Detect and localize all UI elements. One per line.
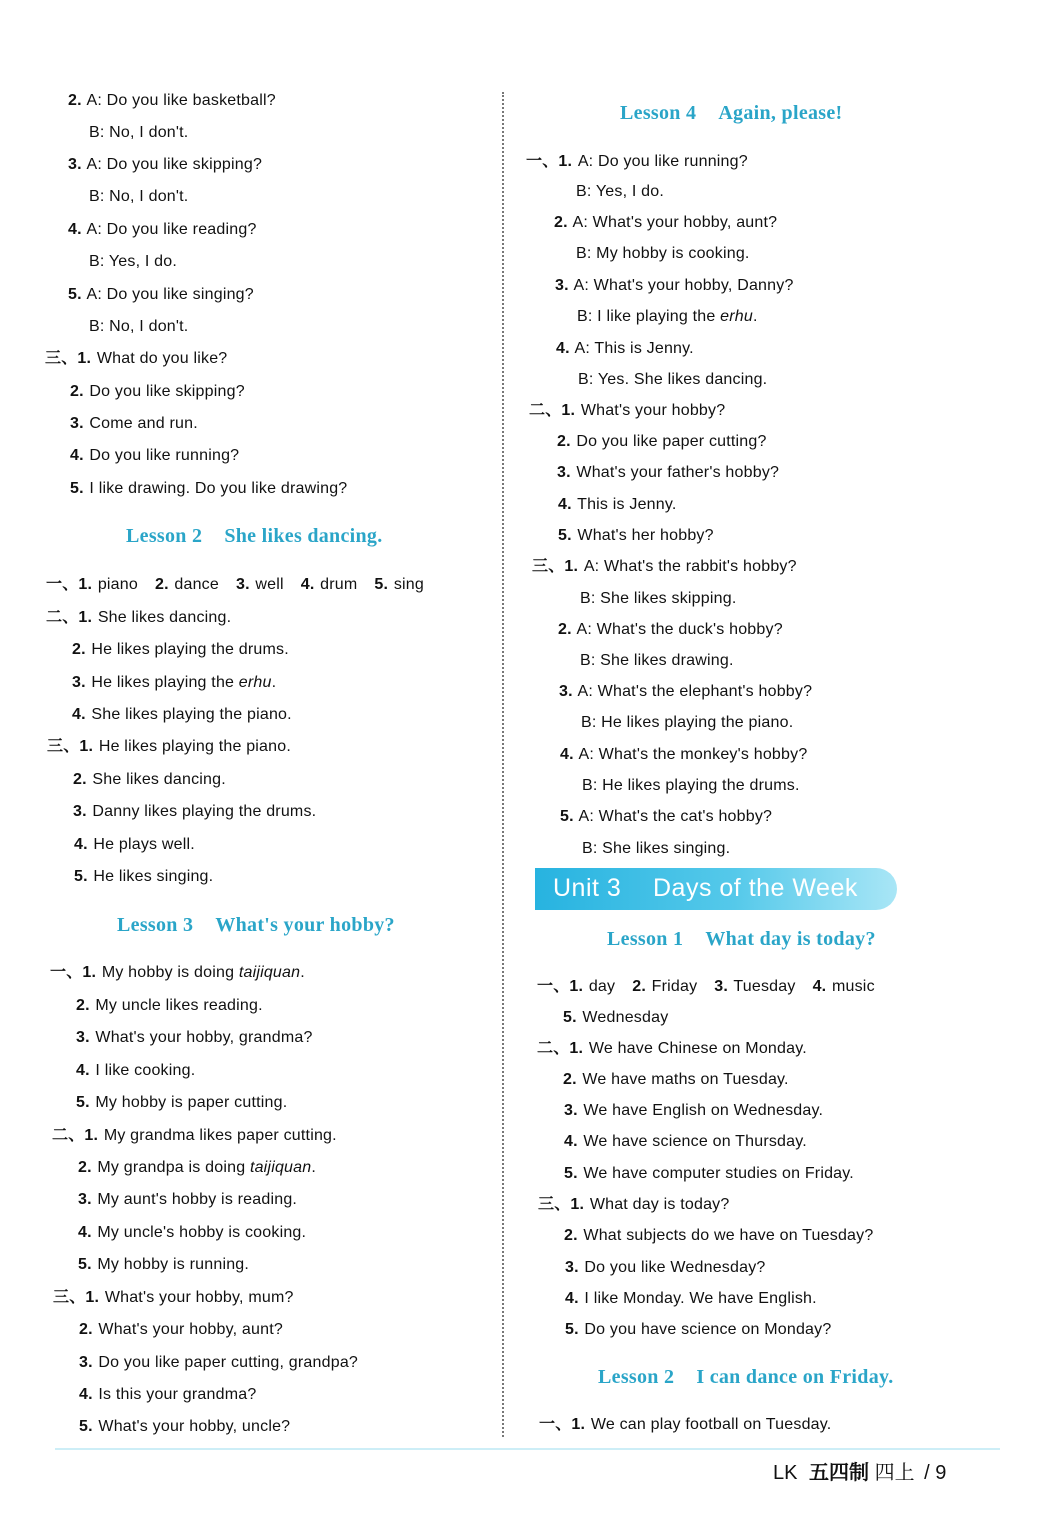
answer-line — [70, 382, 245, 402]
lesson-heading — [607, 928, 876, 951]
item-text: She likes playing the piano. — [91, 706, 292, 723]
answer-line — [558, 526, 714, 546]
answer-line — [76, 1093, 287, 1113]
item-text: B: No, I don't. — [89, 124, 189, 141]
answer-line — [565, 1289, 817, 1309]
item-text: Do you like running? — [89, 447, 240, 464]
lesson-heading — [126, 525, 383, 548]
item-number: 2. — [154, 576, 169, 593]
item-number: 1. — [77, 350, 92, 367]
lesson-title: What's your hobby? — [215, 914, 395, 936]
answer-line — [76, 1028, 313, 1048]
item-text: Come and run. — [89, 415, 198, 432]
item-text: B: He likes playing the drums. — [582, 777, 800, 794]
item-text: Wednesday — [582, 1009, 669, 1026]
item-text: He plays well. — [93, 836, 195, 853]
item-text: We have maths on Tuesday. — [582, 1071, 789, 1088]
item-number: 4. — [560, 746, 574, 763]
italic-term: erhu — [720, 308, 753, 325]
item-text: What subjects do we have on Tuesday? — [583, 1227, 874, 1244]
item-text: My hobby is running. — [97, 1256, 250, 1273]
item-number: 3. — [73, 803, 87, 820]
answer-item — [155, 576, 219, 593]
item-text: He likes playing the — [91, 674, 239, 691]
lesson-heading — [117, 914, 395, 937]
answer-item — [78, 576, 138, 593]
item-text: My hobby is paper cutting. — [95, 1094, 288, 1111]
item-punct: . — [271, 674, 277, 691]
item-text: B: No, I don't. — [89, 318, 189, 335]
item-text: B: Yes. She likes dancing. — [578, 371, 768, 388]
answer-item — [236, 576, 284, 593]
answer-line — [79, 1320, 283, 1340]
answer-line — [78, 1255, 249, 1275]
answer-line — [74, 835, 195, 855]
answer-item — [632, 978, 697, 995]
item-text: B: She likes skipping. — [580, 590, 737, 607]
item-number: 3. — [565, 1259, 579, 1276]
item-number: 1. — [558, 153, 573, 170]
item-text: My uncle likes reading. — [95, 997, 263, 1014]
section-marker: 一、 — [50, 964, 83, 981]
lesson-title: Again, please! — [718, 102, 843, 124]
item-number: 2. — [554, 214, 568, 231]
answer-line — [70, 414, 198, 434]
answer-line — [78, 1158, 316, 1178]
item-text: B: Yes, I do. — [89, 253, 177, 270]
item-number: 3. — [564, 1102, 578, 1119]
answer-line — [558, 620, 783, 640]
item-text: Is this your grandma? — [98, 1386, 257, 1403]
item-number: 2. — [72, 641, 86, 658]
item-number: 3. — [70, 415, 84, 432]
answer-line — [89, 123, 188, 143]
section-marker: 三、 — [45, 350, 78, 367]
page-footer — [773, 1456, 946, 1485]
item-text: A: Do you like singing? — [86, 286, 254, 303]
item-number: 3. — [76, 1029, 90, 1046]
answer-line — [46, 608, 231, 628]
answer-line — [539, 1415, 831, 1435]
item-text: She likes dancing. — [97, 609, 232, 626]
item-text: A: What's the rabbit's hobby? — [583, 558, 797, 575]
lesson-number: Lesson 4 — [620, 102, 697, 124]
item-text: Friday — [651, 978, 698, 995]
answer-line — [557, 432, 767, 452]
answer-line — [76, 1061, 195, 1081]
answer-line — [52, 1126, 337, 1146]
item-text: My uncle's hobby is cooking. — [97, 1224, 307, 1241]
section-marker: 一、 — [46, 576, 79, 593]
item-text: A: What's your hobby, Danny? — [573, 277, 794, 294]
section-marker: 二、 — [537, 1040, 570, 1057]
item-text: Tuesday — [733, 978, 796, 995]
item-text: drum — [320, 576, 358, 593]
lesson-heading — [598, 1366, 894, 1389]
answer-line — [47, 737, 291, 757]
section-marker: 三、 — [538, 1196, 571, 1213]
item-number: 1. — [78, 576, 93, 593]
item-number: 5. — [563, 1009, 577, 1026]
item-number: 1. — [78, 609, 93, 626]
italic-term: taijiquan — [238, 964, 301, 981]
item-number: 1. — [570, 1196, 585, 1213]
item-number: 4. — [68, 221, 82, 238]
item-number: 3. — [557, 464, 571, 481]
item-text: My hobby is doing — [101, 964, 239, 981]
item-number: 3. — [714, 978, 729, 995]
item-number: 2. — [73, 771, 87, 788]
item-text: B: He likes playing the piano. — [581, 714, 794, 731]
page-number: / 9 — [924, 1462, 947, 1484]
item-number: 4. — [300, 576, 315, 593]
item-number: 1. — [82, 964, 97, 981]
item-number: 1. — [79, 738, 94, 755]
answer-line — [532, 557, 797, 577]
answer-line — [556, 339, 694, 359]
item-number: 4. — [76, 1062, 90, 1079]
answer-line — [89, 317, 188, 337]
answer-line — [559, 682, 812, 702]
italic-term: erhu — [238, 674, 272, 691]
item-number: 4. — [74, 836, 88, 853]
item-number: 2. — [70, 383, 84, 400]
answer-line — [50, 963, 305, 983]
answer-line — [72, 640, 289, 660]
answer-line — [79, 1353, 358, 1373]
item-text: music — [831, 978, 875, 995]
section-marker: 一、 — [526, 153, 559, 170]
answer-line — [79, 1417, 290, 1437]
answer-line — [73, 770, 226, 790]
item-number: 5. — [74, 868, 88, 885]
item-number: 3. — [79, 1354, 93, 1371]
lesson-title: I can dance on Friday. — [696, 1366, 894, 1388]
answer-line — [564, 1164, 854, 1184]
item-number: 2. — [558, 621, 572, 638]
answer-line — [563, 1070, 789, 1090]
item-text: A: What's the cat's hobby? — [578, 808, 773, 825]
unit-banner — [535, 868, 897, 910]
answer-line — [564, 1101, 823, 1121]
item-text: My grandpa is doing — [97, 1159, 250, 1176]
item-text: well — [255, 576, 284, 593]
item-number: 2. — [79, 1321, 93, 1338]
answer-line — [78, 1223, 306, 1243]
section-marker: 三、 — [47, 738, 80, 755]
item-text: We can play football on Tuesday. — [590, 1416, 832, 1433]
section-marker: 一、 — [537, 978, 570, 995]
answer-line — [577, 307, 758, 327]
answer-line — [580, 651, 734, 671]
footer-rule — [55, 1448, 1000, 1450]
item-text: A: What's your hobby, aunt? — [572, 214, 778, 231]
item-text: piano — [97, 576, 138, 593]
answer-line — [578, 370, 767, 390]
item-number: 4. — [812, 978, 827, 995]
answer-line — [74, 867, 213, 887]
item-number: 4. — [564, 1133, 578, 1150]
answer-line — [72, 673, 276, 693]
item-number: 5. — [374, 576, 389, 593]
answer-line — [70, 479, 347, 499]
answer-line — [557, 463, 779, 483]
item-text: We have computer studies on Friday. — [583, 1165, 854, 1182]
item-text: B: No, I don't. — [89, 188, 189, 205]
answer-line — [558, 495, 677, 515]
lesson-number: Lesson 2 — [598, 1366, 675, 1388]
item-number: 1. — [84, 1127, 99, 1144]
answer-line — [564, 1132, 807, 1152]
item-text: This is Jenny. — [577, 496, 677, 513]
item-text: Do you like paper cutting? — [576, 433, 767, 450]
answer-line — [72, 705, 292, 725]
item-text: A: Do you like skipping? — [86, 156, 263, 173]
answer-line — [576, 244, 750, 264]
answer-line — [582, 839, 730, 859]
item-punct: . — [300, 964, 305, 981]
item-number: 5. — [564, 1165, 578, 1182]
footer-edition: 五四制 — [809, 1462, 870, 1484]
answer-line — [560, 745, 807, 765]
answer-line — [537, 1039, 807, 1059]
answer-line — [538, 1195, 729, 1215]
column-divider — [502, 92, 504, 1437]
item-number: 5. — [565, 1321, 579, 1338]
item-text: A: This is Jenny. — [574, 340, 694, 357]
answer-line — [560, 807, 772, 827]
answer-line — [78, 1190, 297, 1210]
item-number: 5. — [558, 527, 572, 544]
item-number: 1. — [564, 558, 579, 575]
answer-line — [89, 187, 188, 207]
item-number: 2. — [68, 92, 82, 109]
item-text: B: Yes, I do. — [576, 183, 664, 200]
answer-line — [45, 349, 227, 369]
item-text: A: What's the elephant's hobby? — [577, 683, 813, 700]
section-marker: 三、 — [532, 558, 565, 575]
italic-term: taijiquan — [249, 1159, 312, 1176]
answer-line — [79, 1385, 256, 1405]
answer-line — [582, 776, 800, 796]
unit-banner-title: Days of the Week — [653, 874, 858, 902]
item-text: What's your hobby, aunt? — [98, 1321, 283, 1338]
item-text: B: She likes singing. — [582, 840, 731, 857]
item-punct: . — [752, 308, 758, 325]
lesson-heading — [620, 102, 843, 125]
lesson-title: She likes dancing. — [224, 525, 383, 547]
lesson-number: Lesson 2 — [126, 525, 203, 547]
item-number: 3. — [235, 576, 250, 593]
item-number: 2. — [564, 1227, 578, 1244]
item-number: 4. — [565, 1290, 579, 1307]
answer-line — [529, 401, 725, 421]
section-marker: 一、 — [539, 1416, 572, 1433]
item-number: 1. — [569, 1040, 584, 1057]
item-number: 2. — [76, 997, 90, 1014]
item-text: My aunt's hobby is reading. — [97, 1191, 298, 1208]
answer-line — [581, 713, 793, 733]
answer-item — [374, 576, 424, 593]
answer-line — [53, 1288, 294, 1308]
footer-grade: 四上 — [874, 1462, 915, 1484]
answer-line — [563, 1008, 668, 1028]
answer-line — [526, 152, 748, 172]
item-number: 5. — [560, 808, 574, 825]
item-number: 3. — [559, 683, 573, 700]
item-text: B: My hobby is cooking. — [576, 245, 750, 262]
item-text: My grandma likes paper cutting. — [103, 1127, 337, 1144]
item-number: 3. — [72, 674, 86, 691]
answer-line — [580, 589, 736, 609]
answer-line — [564, 1226, 873, 1246]
item-number: 2. — [78, 1159, 92, 1176]
item-number: 5. — [78, 1256, 92, 1273]
item-text: A: Do you like basketball? — [86, 92, 276, 109]
unit-banner-unit: Unit 3 — [553, 874, 622, 902]
item-text: What's your hobby? — [580, 402, 726, 419]
item-text: We have Chinese on Monday. — [588, 1040, 807, 1057]
section-marker: 二、 — [46, 609, 79, 626]
item-number: 4. — [72, 706, 86, 723]
item-number: 3. — [68, 156, 82, 173]
section-marker: 二、 — [529, 402, 562, 419]
item-number: 1. — [569, 978, 584, 995]
item-number: 4. — [558, 496, 572, 513]
item-text: What's her hobby? — [577, 527, 714, 544]
answer-item — [301, 576, 358, 593]
answer-line — [76, 996, 263, 1016]
item-text: Do you like paper cutting, grandpa? — [98, 1354, 359, 1371]
item-number: 3. — [78, 1191, 92, 1208]
lesson-number: Lesson 1 — [607, 928, 684, 950]
item-number: 5. — [68, 286, 82, 303]
item-text: I like Monday. We have English. — [584, 1290, 817, 1307]
item-text: Do you like skipping? — [89, 383, 245, 400]
item-text: He likes playing the piano. — [98, 738, 291, 755]
item-number: 4. — [70, 447, 84, 464]
item-text: B: She likes drawing. — [580, 652, 734, 669]
item-text: What day is today? — [589, 1196, 730, 1213]
item-number: 2. — [557, 433, 571, 450]
item-text: A: What's the monkey's hobby? — [578, 746, 808, 763]
item-number: 1. — [561, 402, 576, 419]
item-text: Danny likes playing the drums. — [92, 803, 317, 820]
answer-line — [89, 252, 177, 272]
item-text: He likes singing. — [93, 868, 214, 885]
answer-line — [68, 285, 254, 305]
footer-series: LK — [773, 1462, 798, 1484]
item-text: What's your hobby, grandma? — [95, 1029, 313, 1046]
item-number: 3. — [555, 277, 569, 294]
lesson-title: What day is today? — [705, 928, 876, 950]
item-number: 5. — [70, 480, 84, 497]
item-number: 1. — [85, 1289, 100, 1306]
item-text: dance — [174, 576, 219, 593]
answer-line — [555, 276, 794, 296]
item-number: 4. — [556, 340, 570, 357]
answer-line — [565, 1258, 766, 1278]
item-text: I like drawing. Do you like drawing? — [89, 480, 348, 497]
answer-item — [569, 978, 615, 995]
answer-line — [46, 575, 424, 595]
answer-line — [68, 155, 262, 175]
answer-line — [565, 1320, 831, 1340]
item-text: sing — [393, 576, 424, 593]
lesson-number: Lesson 3 — [117, 914, 194, 936]
item-text: A: What's the duck's hobby? — [576, 621, 783, 638]
item-text: I like cooking. — [95, 1062, 196, 1079]
item-text: A: Do you like running? — [577, 153, 748, 170]
section-marker: 三、 — [53, 1289, 86, 1306]
item-number: 1. — [571, 1416, 586, 1433]
item-text: What's your hobby, uncle? — [98, 1418, 291, 1435]
item-text: Do you have science on Monday? — [584, 1321, 832, 1338]
item-text: We have English on Wednesday. — [583, 1102, 824, 1119]
item-text: A: Do you like reading? — [86, 221, 257, 238]
answer-line — [68, 220, 257, 240]
item-text: He likes playing the drums. — [91, 641, 289, 658]
item-text: What do you like? — [96, 350, 228, 367]
item-number: 5. — [76, 1094, 90, 1111]
item-punct: . — [311, 1159, 316, 1176]
item-number: 4. — [79, 1386, 93, 1403]
item-text: What's your hobby, mum? — [104, 1289, 294, 1306]
answer-line — [537, 977, 875, 997]
item-text: day — [588, 978, 616, 995]
answer-line — [68, 91, 276, 111]
answer-item — [813, 978, 875, 995]
item-number: 4. — [78, 1224, 92, 1241]
item-text: We have science on Thursday. — [583, 1133, 807, 1150]
item-text: She likes dancing. — [92, 771, 226, 788]
answer-line — [73, 802, 316, 822]
answer-item — [714, 978, 795, 995]
answer-line — [70, 446, 239, 466]
item-number: 2. — [563, 1071, 577, 1088]
item-number: 5. — [79, 1418, 93, 1435]
answer-line — [576, 182, 664, 202]
answer-line — [554, 213, 777, 233]
item-number: 2. — [632, 978, 646, 995]
item-text: Do you like Wednesday? — [584, 1259, 766, 1276]
item-text: B: I like playing the — [577, 308, 721, 325]
item-text: What's your father's hobby? — [576, 464, 780, 481]
section-marker: 二、 — [52, 1127, 85, 1144]
